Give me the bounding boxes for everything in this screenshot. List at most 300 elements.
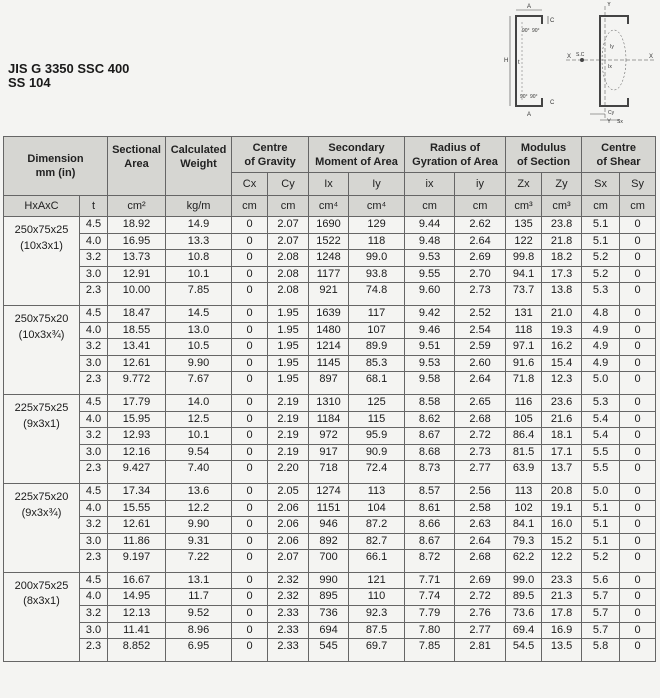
header-ix-radius: ix xyxy=(405,173,455,196)
dimension-in: (8x3x1) xyxy=(23,595,60,608)
cell-weight: 10.5 xyxy=(166,339,232,356)
table-row xyxy=(4,444,656,461)
specification-title xyxy=(8,62,129,90)
dimension-in: (9x3x1) xyxy=(23,417,60,430)
cell-t: 4.0 xyxy=(80,500,108,517)
cell-cx: 0 xyxy=(232,461,268,484)
cell-iy-radius: 2.65 xyxy=(455,394,506,411)
cell-zy: 18.2 xyxy=(542,250,582,267)
cell-sectional-area: 13.41 xyxy=(108,339,166,356)
cell-t: 3.2 xyxy=(80,339,108,356)
cell-t: 4.0 xyxy=(80,589,108,606)
cell-ix-radius: 8.57 xyxy=(405,483,455,500)
cell-cy: 2.07 xyxy=(268,233,309,250)
cell-ix-radius: 8.72 xyxy=(405,550,455,573)
cell-ix-moment: 921 xyxy=(309,283,349,306)
cell-t: 3.0 xyxy=(80,622,108,639)
cell-iy-radius: 2.77 xyxy=(455,622,506,639)
cell-weight: 9.90 xyxy=(166,355,232,372)
cell-sx: 5.5 xyxy=(582,444,620,461)
cell-zx: 102 xyxy=(506,500,542,517)
cell-sectional-area: 16.95 xyxy=(108,233,166,250)
table-row xyxy=(4,550,656,573)
cell-sx: 5.1 xyxy=(582,217,620,234)
table-row xyxy=(4,394,656,411)
cell-cx: 0 xyxy=(232,428,268,445)
cell-cy: 2.08 xyxy=(268,283,309,306)
cell-sectional-area: 17.34 xyxy=(108,483,166,500)
section-axes-drawing xyxy=(566,6,654,120)
cell-ix-radius: 7.79 xyxy=(405,606,455,623)
cell-ix-moment: 1639 xyxy=(309,305,349,322)
axis-label-y-top: Y xyxy=(607,2,612,8)
cell-ix-moment: 1248 xyxy=(309,250,349,267)
cell-sx: 4.9 xyxy=(582,322,620,339)
header-modulus-line2: of Section xyxy=(516,155,571,168)
cell-weight: 7.67 xyxy=(166,372,232,395)
cell-zx: 113 xyxy=(506,483,542,500)
cell-cy: 1.95 xyxy=(268,305,309,322)
cell-ix-moment: 946 xyxy=(309,517,349,534)
cell-sx: 5.1 xyxy=(582,233,620,250)
cell-t: 4.0 xyxy=(80,411,108,428)
cell-ix-radius: 9.55 xyxy=(405,266,455,283)
cell-ix-radius: 8.68 xyxy=(405,444,455,461)
cell-t: 2.3 xyxy=(80,550,108,573)
cell-zx: 73.6 xyxy=(506,606,542,623)
cell-ix-radius: 8.66 xyxy=(405,517,455,534)
table-row xyxy=(4,372,656,395)
cell-sy: 0 xyxy=(620,355,656,372)
cell-sectional-area: 12.91 xyxy=(108,266,166,283)
cell-zy: 16.9 xyxy=(542,622,582,639)
unit-sx: cm xyxy=(582,196,620,217)
cell-zy: 12.2 xyxy=(542,550,582,573)
cell-sectional-area: 15.55 xyxy=(108,500,166,517)
cell-t: 3.2 xyxy=(80,606,108,623)
cell-t: 2.3 xyxy=(80,461,108,484)
cell-sy: 0 xyxy=(620,411,656,428)
cell-sy: 0 xyxy=(620,305,656,322)
cell-cx: 0 xyxy=(232,283,268,306)
cell-zx: 71.8 xyxy=(506,372,542,395)
ix-label: Ix xyxy=(608,64,612,70)
header-moment-line2: Moment of Area xyxy=(315,155,398,168)
cell-iy-moment: 69.7 xyxy=(349,639,405,662)
cell-t: 4.0 xyxy=(80,233,108,250)
cell-ix-moment: 917 xyxy=(309,444,349,461)
cell-zy: 15.2 xyxy=(542,533,582,550)
cell-zy: 12.3 xyxy=(542,372,582,395)
cell-cy: 2.06 xyxy=(268,500,309,517)
header-weight-line2: Weight xyxy=(180,158,217,170)
cell-t: 4.5 xyxy=(80,394,108,411)
dimension-cell xyxy=(4,217,80,306)
cell-t: 4.5 xyxy=(80,217,108,234)
header-unit-row xyxy=(4,196,656,217)
cell-zx: 122 xyxy=(506,233,542,250)
cell-iy-radius: 2.76 xyxy=(455,606,506,623)
cell-sectional-area: 12.13 xyxy=(108,606,166,623)
cell-cx: 0 xyxy=(232,233,268,250)
cell-iy-moment: 87.2 xyxy=(349,517,405,534)
cell-iy-radius: 2.69 xyxy=(455,250,506,267)
channel-section-diagram xyxy=(470,2,658,124)
cell-ix-moment: 1690 xyxy=(309,217,349,234)
cell-cx: 0 xyxy=(232,339,268,356)
cell-sy: 0 xyxy=(620,322,656,339)
cell-iy-moment: 117 xyxy=(349,305,405,322)
cell-cy: 2.20 xyxy=(268,461,309,484)
cell-sy: 0 xyxy=(620,233,656,250)
cell-ix-radius: 8.67 xyxy=(405,533,455,550)
cell-weight: 12.2 xyxy=(166,500,232,517)
dimension-in: (10x3x1) xyxy=(20,239,63,252)
cell-iy-radius: 2.62 xyxy=(455,217,506,234)
cell-t: 3.0 xyxy=(80,355,108,372)
cell-iy-radius: 2.58 xyxy=(455,500,506,517)
cell-iy-radius: 2.60 xyxy=(455,355,506,372)
cell-cy: 2.33 xyxy=(268,622,309,639)
cell-iy-moment: 125 xyxy=(349,394,405,411)
unit-iy-moment: cm⁴ xyxy=(349,196,405,217)
dimension-in: (9x3x¾) xyxy=(21,506,62,519)
cell-sy: 0 xyxy=(620,572,656,589)
cell-zx: 135 xyxy=(506,217,542,234)
cell-cx: 0 xyxy=(232,266,268,283)
table-row xyxy=(4,483,656,500)
cell-sy: 0 xyxy=(620,428,656,445)
cell-sy: 0 xyxy=(620,589,656,606)
cell-iy-radius: 2.73 xyxy=(455,283,506,306)
cell-sx: 5.6 xyxy=(582,572,620,589)
cell-cx: 0 xyxy=(232,372,268,395)
cell-cx: 0 xyxy=(232,517,268,534)
cell-sx: 4.8 xyxy=(582,305,620,322)
cell-iy-radius: 2.68 xyxy=(455,550,506,573)
cell-sx: 5.3 xyxy=(582,283,620,306)
cell-sy: 0 xyxy=(620,639,656,662)
cell-iy-moment: 87.5 xyxy=(349,622,405,639)
unit-weight: kg/m xyxy=(166,196,232,217)
cell-ix-moment: 1522 xyxy=(309,233,349,250)
cell-iy-moment: 90.9 xyxy=(349,444,405,461)
cell-zx: 63.9 xyxy=(506,461,542,484)
cell-sectional-area: 15.95 xyxy=(108,411,166,428)
dimension-cell xyxy=(4,394,80,483)
cell-zx: 69.4 xyxy=(506,622,542,639)
cell-sx: 5.8 xyxy=(582,639,620,662)
cell-iy-radius: 2.77 xyxy=(455,461,506,484)
unit-zx: cm³ xyxy=(506,196,542,217)
dimension-in: (10x3x¾) xyxy=(18,328,65,341)
cell-zx: 116 xyxy=(506,394,542,411)
cell-iy-moment: 113 xyxy=(349,483,405,500)
table-row xyxy=(4,266,656,283)
cell-sectional-area: 11.41 xyxy=(108,622,166,639)
unit-area: cm² xyxy=(108,196,166,217)
angle-label-1: 90° xyxy=(522,28,530,34)
header-shear-line1: Centre xyxy=(601,141,636,154)
cell-ix-radius: 9.58 xyxy=(405,372,455,395)
dimension-mm: 250x75x20 xyxy=(14,312,69,325)
section-group xyxy=(4,394,656,483)
unit-cx: cm xyxy=(232,196,268,217)
spec-line-standard: JIS G 3350 SSC 400 xyxy=(8,61,130,76)
cell-cy: 2.19 xyxy=(268,394,309,411)
cell-t: 2.3 xyxy=(80,283,108,306)
table-row xyxy=(4,572,656,589)
cell-zy: 23.6 xyxy=(542,394,582,411)
header-gyration-line1: Radius of xyxy=(429,141,481,154)
table-row xyxy=(4,639,656,662)
cell-cx: 0 xyxy=(232,250,268,267)
cell-t: 2.3 xyxy=(80,639,108,662)
cell-weight: 7.22 xyxy=(166,550,232,573)
cell-zx: 73.7 xyxy=(506,283,542,306)
cell-sy: 0 xyxy=(620,483,656,500)
header-dimension-unit: mm (in) xyxy=(35,167,76,179)
cell-sectional-area: 9.427 xyxy=(108,461,166,484)
cell-cx: 0 xyxy=(232,217,268,234)
dimension-mm: 200x75x25 xyxy=(14,579,69,592)
dim-label-a-bottom: A xyxy=(527,112,532,118)
angle-label-4: 90° xyxy=(530,94,538,100)
unit-t: t xyxy=(80,196,108,217)
cell-zx: 84.1 xyxy=(506,517,542,534)
angle-label-3: 90° xyxy=(520,94,528,100)
cell-iy-radius: 2.54 xyxy=(455,322,506,339)
cell-zy: 20.8 xyxy=(542,483,582,500)
cell-sectional-area: 12.61 xyxy=(108,517,166,534)
cell-ix-radius: 9.44 xyxy=(405,217,455,234)
dimension-cell xyxy=(4,572,80,661)
cell-zy: 23.8 xyxy=(542,217,582,234)
cell-iy-radius: 2.70 xyxy=(455,266,506,283)
table-row xyxy=(4,250,656,267)
cell-sx: 5.3 xyxy=(582,394,620,411)
cell-weight: 14.9 xyxy=(166,217,232,234)
cell-cx: 0 xyxy=(232,444,268,461)
table-row xyxy=(4,461,656,484)
header-gyration-line2: Gyration of Area xyxy=(412,155,498,168)
dim-label-t: t xyxy=(518,60,520,66)
cell-cx: 0 xyxy=(232,500,268,517)
cell-weight: 13.1 xyxy=(166,572,232,589)
cell-ix-radius: 7.80 xyxy=(405,622,455,639)
cell-cy: 2.19 xyxy=(268,411,309,428)
section-group xyxy=(4,483,656,572)
iy-label: Iy xyxy=(610,44,614,50)
cell-weight: 12.5 xyxy=(166,411,232,428)
cell-ix-moment: 1480 xyxy=(309,322,349,339)
cell-sectional-area: 14.95 xyxy=(108,589,166,606)
cell-cx: 0 xyxy=(232,572,268,589)
cell-cx: 0 xyxy=(232,606,268,623)
cell-weight: 13.0 xyxy=(166,322,232,339)
cell-t: 2.3 xyxy=(80,372,108,395)
cell-sectional-area: 10.00 xyxy=(108,283,166,306)
axis-label-y-bottom: Y xyxy=(607,119,612,124)
cell-t: 3.2 xyxy=(80,250,108,267)
cell-cy: 2.08 xyxy=(268,266,309,283)
cell-zy: 17.3 xyxy=(542,266,582,283)
cell-zy: 19.1 xyxy=(542,500,582,517)
cell-sectional-area: 18.55 xyxy=(108,322,166,339)
cell-ix-radius: 8.67 xyxy=(405,428,455,445)
cell-ix-radius: 9.46 xyxy=(405,322,455,339)
cell-ix-radius: 8.58 xyxy=(405,394,455,411)
cell-zy: 19.3 xyxy=(542,322,582,339)
section-group xyxy=(4,217,656,306)
cell-cx: 0 xyxy=(232,355,268,372)
cell-zy: 21.6 xyxy=(542,411,582,428)
cell-zy: 13.7 xyxy=(542,461,582,484)
cell-cy: 2.07 xyxy=(268,217,309,234)
axis-label-x-left: X xyxy=(567,54,572,60)
angle-label-2: 90° xyxy=(532,28,540,34)
cell-sectional-area: 18.92 xyxy=(108,217,166,234)
cell-zx: 99.0 xyxy=(506,572,542,589)
section-group xyxy=(4,305,656,394)
header-moment-line1: Secondary xyxy=(328,141,385,154)
cell-ix-moment: 1151 xyxy=(309,500,349,517)
table-row xyxy=(4,517,656,534)
cell-t: 4.0 xyxy=(80,322,108,339)
cell-ix-moment: 1214 xyxy=(309,339,349,356)
cell-cy: 1.95 xyxy=(268,355,309,372)
cell-sectional-area: 13.73 xyxy=(108,250,166,267)
table-row xyxy=(4,355,656,372)
cell-weight: 10.1 xyxy=(166,428,232,445)
cell-sectional-area: 16.67 xyxy=(108,572,166,589)
header-sy: Sy xyxy=(620,173,656,196)
cell-iy-radius: 2.59 xyxy=(455,339,506,356)
cell-sx: 5.1 xyxy=(582,500,620,517)
cell-sx: 5.2 xyxy=(582,250,620,267)
table-row xyxy=(4,411,656,428)
cell-sy: 0 xyxy=(620,250,656,267)
cell-cy: 2.06 xyxy=(268,533,309,550)
cell-zx: 81.5 xyxy=(506,444,542,461)
cell-cy: 2.33 xyxy=(268,639,309,662)
cell-weight: 7.85 xyxy=(166,283,232,306)
header-zx: Zx xyxy=(506,173,542,196)
cell-sy: 0 xyxy=(620,339,656,356)
cell-sx: 5.5 xyxy=(582,461,620,484)
cell-sx: 5.7 xyxy=(582,606,620,623)
header-sectional-area xyxy=(108,137,166,196)
cell-ix-radius: 7.71 xyxy=(405,572,455,589)
cell-zx: 131 xyxy=(506,305,542,322)
cell-ix-radius: 9.42 xyxy=(405,305,455,322)
cell-zx: 89.5 xyxy=(506,589,542,606)
cell-ix-moment: 694 xyxy=(309,622,349,639)
dimension-cell xyxy=(4,305,80,394)
cell-zy: 13.8 xyxy=(542,283,582,306)
cell-ix-moment: 700 xyxy=(309,550,349,573)
cell-cx: 0 xyxy=(232,622,268,639)
header-weight-line1: Calculated xyxy=(170,144,227,156)
table-row xyxy=(4,322,656,339)
header-shear-line2: of Shear xyxy=(596,155,641,168)
cell-ix-radius: 7.85 xyxy=(405,639,455,662)
header-dimension-label: Dimension xyxy=(27,153,84,165)
cell-sy: 0 xyxy=(620,622,656,639)
cell-sx: 5.4 xyxy=(582,428,620,445)
header-iy-moment: Iy xyxy=(349,173,405,196)
cell-sx: 5.2 xyxy=(582,266,620,283)
cell-iy-radius: 2.72 xyxy=(455,589,506,606)
cell-sy: 0 xyxy=(620,217,656,234)
cell-ix-moment: 545 xyxy=(309,639,349,662)
cell-zx: 118 xyxy=(506,322,542,339)
cell-sx: 5.0 xyxy=(582,483,620,500)
cell-iy-moment: 82.7 xyxy=(349,533,405,550)
cell-weight: 9.54 xyxy=(166,444,232,461)
header-gravity-line1: Centre xyxy=(252,141,288,154)
cell-ix-moment: 990 xyxy=(309,572,349,589)
cell-sx: 4.9 xyxy=(582,339,620,356)
cell-iy-moment: 74.8 xyxy=(349,283,405,306)
channel-properties-table xyxy=(3,136,656,662)
cell-sy: 0 xyxy=(620,283,656,306)
cell-ix-radius: 9.53 xyxy=(405,355,455,372)
header-secondary-moment xyxy=(309,137,405,173)
cell-cy: 2.06 xyxy=(268,517,309,534)
cell-cy: 2.05 xyxy=(268,483,309,500)
header-zy: Zy xyxy=(542,173,582,196)
table-row xyxy=(4,500,656,517)
cell-sx: 4.9 xyxy=(582,355,620,372)
cell-cy: 2.07 xyxy=(268,550,309,573)
table-row xyxy=(4,622,656,639)
cell-cx: 0 xyxy=(232,322,268,339)
cell-t: 3.2 xyxy=(80,517,108,534)
header-iy-radius: iy xyxy=(455,173,506,196)
unit-hxaxc: HxAxC xyxy=(4,196,80,217)
cell-zy: 23.3 xyxy=(542,572,582,589)
cell-ix-moment: 895 xyxy=(309,589,349,606)
cell-ix-moment: 1184 xyxy=(309,411,349,428)
c-channel-dimension-drawing xyxy=(510,10,548,106)
cell-iy-moment: 92.3 xyxy=(349,606,405,623)
cell-cx: 0 xyxy=(232,639,268,662)
cell-sy: 0 xyxy=(620,517,656,534)
dim-label-a-top: A xyxy=(527,4,532,10)
table-row xyxy=(4,533,656,550)
spec-line-grade: SS 104 xyxy=(8,75,51,90)
cell-iy-moment: 121 xyxy=(349,572,405,589)
header-sectional-area-line1: Sectional xyxy=(112,144,161,156)
cell-zy: 17.1 xyxy=(542,444,582,461)
cell-iy-moment: 118 xyxy=(349,233,405,250)
cell-iy-radius: 2.64 xyxy=(455,533,506,550)
header-radius-of-gyration xyxy=(405,137,506,173)
dim-label-h: H xyxy=(504,58,509,64)
table-row xyxy=(4,283,656,306)
cell-cx: 0 xyxy=(232,394,268,411)
cell-iy-moment: 107 xyxy=(349,322,405,339)
cell-iy-radius: 2.73 xyxy=(455,444,506,461)
header-ix-moment: Ix xyxy=(309,173,349,196)
cell-sy: 0 xyxy=(620,461,656,484)
cell-iy-moment: 66.1 xyxy=(349,550,405,573)
cell-sy: 0 xyxy=(620,394,656,411)
unit-ix-radius: cm xyxy=(405,196,455,217)
header-cx: Cx xyxy=(232,173,268,196)
cell-cx: 0 xyxy=(232,483,268,500)
